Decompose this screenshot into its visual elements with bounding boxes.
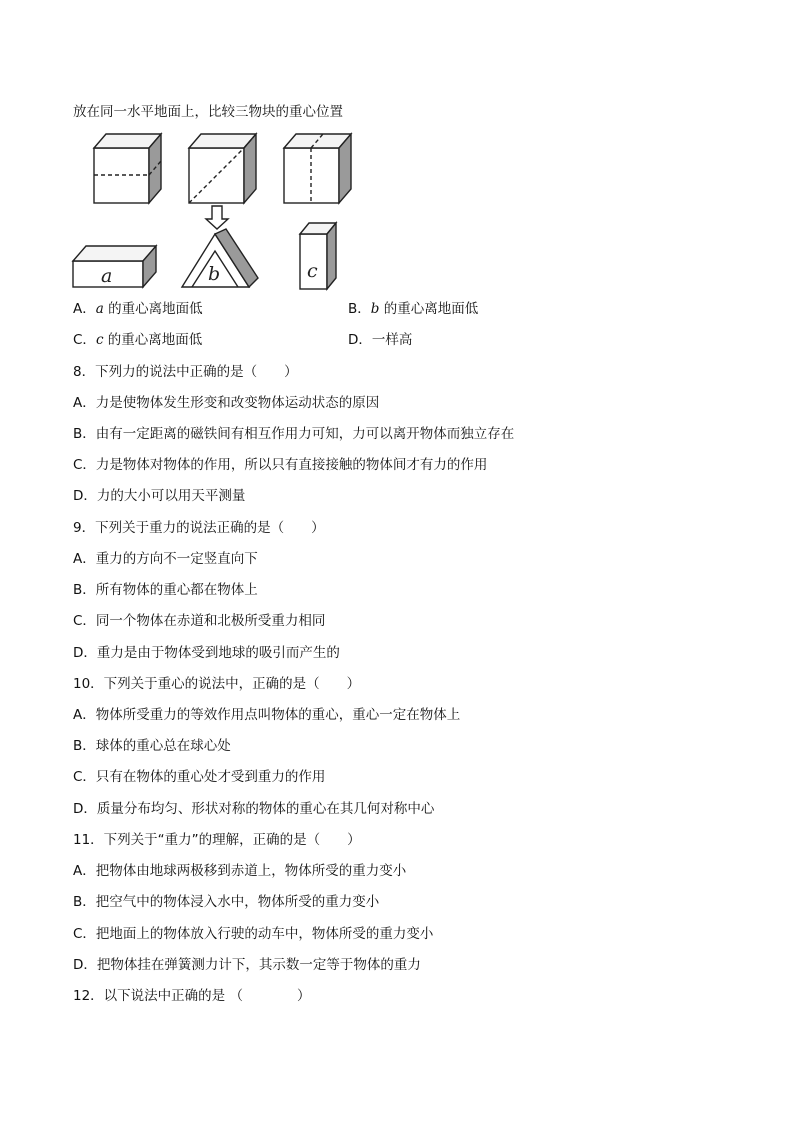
block-a [73, 246, 156, 287]
q9-option-d[interactable]: D．重力是由于物体受到地球的吸引而产生的 [73, 645, 340, 661]
label-b: b [208, 263, 221, 285]
q10-option-b[interactable]: B．球体的重心总在球心处 [73, 738, 231, 754]
cube-diagonal-cut [189, 134, 256, 203]
question-8-stem: 8．下列力的说法中正确的是（ ） [73, 364, 298, 380]
question-11-stem: 11．下列关于“重力”的理解，正确的是（ ） [73, 832, 361, 848]
cube-horizontal-cut [94, 134, 161, 203]
question-9-stem: 9．下列关于重力的说法正确的是（ ） [73, 520, 325, 536]
label-a: a [101, 265, 113, 287]
q11-option-b[interactable]: B．把空气中的物体浸入水中，物体所受的重力变小 [73, 894, 380, 910]
question-12-stem: 12．以下说法中正确的是 （ ） [73, 988, 311, 1004]
block-c [300, 223, 336, 289]
q8-option-c[interactable]: C．力是物体对物体的作用，所以只有直接接触的物体间才有力的作用 [73, 457, 488, 473]
question-7-stem: 放在同一水平地面上，比较三物块的重心位置 [73, 104, 343, 120]
q10-option-d[interactable]: D．质量分布均匀、形状对称的物体的重心在其几何对称中心 [73, 801, 435, 817]
q9-option-a[interactable]: A．重力的方向不一定竖直向下 [73, 551, 258, 567]
q7-option-a[interactable]: A．a 的重心离地面低 [73, 301, 203, 317]
q7-option-c[interactable]: C．c 的重心离地面低 [73, 332, 203, 348]
down-arrow-icon [206, 206, 228, 229]
question-10-stem: 10．下列关于重心的说法中，正确的是（ ） [73, 676, 361, 692]
q11-option-d[interactable]: D．把物体挂在弹簧测力计下，其示数一定等于物体的重力 [73, 957, 421, 973]
q7-option-d[interactable]: D．一样高 [348, 332, 413, 348]
q8-option-b[interactable]: B．由有一定距离的磁铁间有相互作用力可知，力可以离开物体而独立存在 [73, 426, 515, 442]
q10-option-a[interactable]: A．物体所受重力的等效作用点叫物体的重心，重心一定在物体上 [73, 707, 461, 723]
q8-option-a[interactable]: A．力是使物体发生形变和改变物体运动状态的原因 [73, 395, 380, 411]
q9-option-c[interactable]: C．同一个物体在赤道和北极所受重力相同 [73, 613, 326, 629]
q11-option-c[interactable]: C．把地面上的物体放入行驶的动车中，物体所受的重力变小 [73, 926, 434, 942]
label-c: c [307, 260, 318, 282]
gravity-center-figure [68, 128, 358, 293]
cube-vertical-cut [284, 134, 351, 203]
q9-option-b[interactable]: B．所有物体的重心都在物体上 [73, 582, 258, 598]
q8-option-d[interactable]: D．力的大小可以用天平测量 [73, 488, 246, 504]
q11-option-a[interactable]: A．把物体由地球两极移到赤道上，物体所受的重力变小 [73, 863, 407, 879]
q10-option-c[interactable]: C．只有在物体的重心处才受到重力的作用 [73, 769, 326, 785]
q7-option-b[interactable]: B．b 的重心离地面低 [348, 301, 479, 317]
